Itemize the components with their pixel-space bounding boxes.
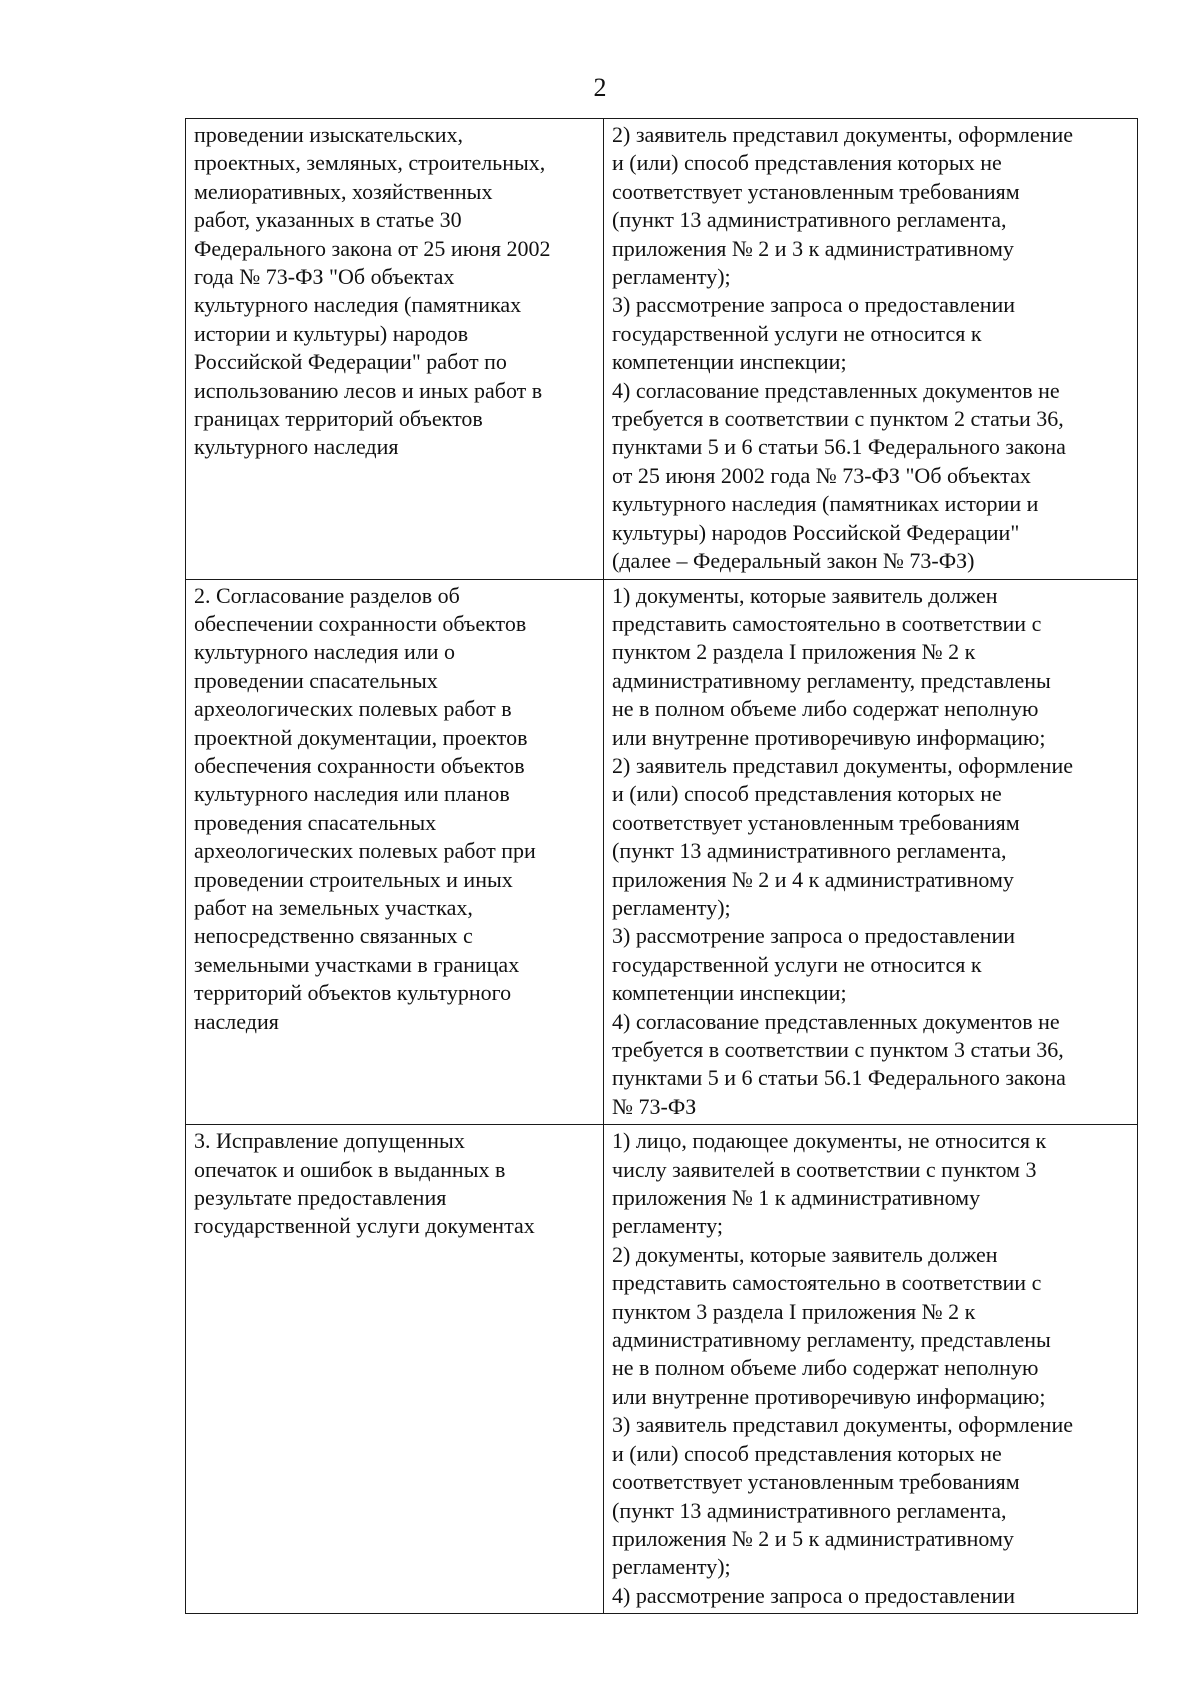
text-line: использованию лесов и иных работ в bbox=[194, 377, 543, 403]
text-line: проведении изыскательских, bbox=[194, 122, 463, 147]
text-line: от 25 июня 2002 года № 73-ФЗ "Об объектах bbox=[612, 462, 1031, 488]
text-line: соответствует установленным требованиям bbox=[612, 1469, 1020, 1495]
text-line: наследия bbox=[194, 1008, 279, 1034]
text-line: 2) заявитель представил документы, оформление bbox=[612, 122, 1073, 147]
text-line: регламенту); bbox=[612, 1554, 731, 1580]
text-line: проведения спасательных bbox=[194, 809, 437, 835]
text-line: работ, указанных в статье 30 bbox=[194, 207, 462, 233]
text-line: земельными участками в границах bbox=[194, 951, 520, 977]
text-line: культурного наследия (памятниках bbox=[194, 292, 522, 318]
text-line: проектной документации, проектов bbox=[194, 724, 528, 750]
text-line: 1) документы, которые заявитель должен bbox=[612, 582, 998, 608]
text-line: № 73-ФЗ bbox=[612, 1093, 697, 1119]
text-line: 2) заявитель представил документы, оформление bbox=[612, 752, 1073, 778]
text-line: 2) документы, которые заявитель должен bbox=[612, 1241, 998, 1267]
service-name-cell bbox=[186, 119, 604, 580]
text-line: пунктом 2 раздела I приложения № 2 к bbox=[612, 639, 976, 665]
text-line: не в полном объеме либо содержат неполную bbox=[612, 696, 1039, 722]
text-line: 3. Исправление допущенных bbox=[194, 1128, 465, 1154]
text-line: (пункт 13 административного регламента, bbox=[612, 838, 1007, 864]
text-line: результате предоставления bbox=[194, 1185, 447, 1211]
text-line: 4) рассмотрение запроса о предоставлении bbox=[612, 1582, 1016, 1608]
text-line: приложения № 1 к административному bbox=[612, 1185, 981, 1211]
text-line: соответствует установленным требованиям bbox=[612, 178, 1020, 204]
text-line: границах территорий объектов bbox=[194, 406, 483, 432]
text-line: регламенту; bbox=[612, 1213, 724, 1239]
text-line: требуется в соответствии с пунктом 3 статьи 36, bbox=[612, 1037, 1064, 1062]
service-name-cell bbox=[186, 579, 604, 1125]
text-line: культурного наследия или о bbox=[194, 639, 456, 665]
text-line: регламенту); bbox=[612, 894, 731, 920]
text-line: приложения № 2 и 3 к административному bbox=[612, 235, 1014, 261]
service-name-cell bbox=[186, 1125, 604, 1614]
grounds-cell bbox=[604, 579, 1138, 1125]
text-line: требуется в соответствии с пунктом 2 статьи 36, bbox=[612, 406, 1064, 432]
text-line: обеспечения сохранности объектов bbox=[194, 752, 525, 778]
page-number: 2 bbox=[593, 73, 607, 102]
text-line: истории и культуры) народов bbox=[194, 320, 469, 346]
text-line: Федерального закона от 25 июня 2002 bbox=[194, 235, 551, 261]
text-line: территорий объектов культурного bbox=[194, 980, 512, 1006]
text-line: культуры) народов Российской Федерации" bbox=[612, 519, 1020, 545]
text-line: государственной услуги не относится к bbox=[612, 951, 982, 977]
grounds-cell bbox=[604, 1125, 1138, 1614]
text-line: государственной услуги документах bbox=[194, 1213, 535, 1239]
text-line: государственной услуги не относится к bbox=[612, 320, 982, 346]
text-line: непосредственно связанных с bbox=[194, 923, 473, 949]
text-line: 3) заявитель представил документы, оформление bbox=[612, 1412, 1073, 1438]
text-line: пунктами 5 и 6 статьи 56.1 Федерального закона bbox=[612, 1065, 1066, 1091]
text-line: представить самостоятельно в соответствии с bbox=[612, 1270, 1042, 1296]
text-line: административному регламенту, представлены bbox=[612, 1327, 1051, 1353]
text-line: и (или) способ представления которых не bbox=[612, 150, 1002, 176]
text-line: проведении спасательных bbox=[194, 667, 438, 693]
text-line: опечаток и ошибок в выданных в bbox=[194, 1156, 506, 1182]
text-line: работ на земельных участках, bbox=[194, 894, 473, 920]
text-line: (пункт 13 административного регламента, bbox=[612, 1497, 1007, 1523]
grounds-table-body bbox=[186, 119, 1138, 1614]
text-line: (далее – Федеральный закон № 73-ФЗ) bbox=[612, 548, 975, 574]
text-line: проведении строительных и иных bbox=[194, 866, 513, 892]
text-line: представить самостоятельно в соответствии с bbox=[612, 610, 1042, 636]
text-line: Российской Федерации" работ по bbox=[194, 349, 507, 375]
table-row bbox=[186, 119, 1138, 580]
text-line: года № 73-ФЗ "Об объектах bbox=[194, 264, 455, 290]
table-row bbox=[186, 1125, 1138, 1614]
grounds-table bbox=[185, 118, 1138, 1614]
text-line: не в полном объеме либо содержат неполную bbox=[612, 1355, 1039, 1381]
text-line: регламенту); bbox=[612, 264, 731, 290]
text-line: приложения № 2 и 4 к административному bbox=[612, 866, 1014, 892]
text-line: 2. Согласование разделов об bbox=[194, 582, 460, 608]
text-line: компетенции инспекции; bbox=[612, 980, 847, 1006]
text-line: пунктами 5 и 6 статьи 56.1 Федерального закона bbox=[612, 434, 1066, 460]
text-line: приложения № 2 и 5 к административному bbox=[612, 1525, 1014, 1551]
text-line: (пункт 13 административного регламента, bbox=[612, 207, 1007, 233]
text-line: числу заявителей в соответствии с пунктом 3 bbox=[612, 1156, 1037, 1182]
text-line: административному регламенту, представлены bbox=[612, 667, 1051, 693]
table-row bbox=[186, 579, 1138, 1125]
text-line: 1) лицо, подающее документы, не относится к bbox=[612, 1128, 1047, 1154]
text-line: и (или) способ представления которых не bbox=[612, 1440, 1002, 1466]
text-line: 4) согласование представленных документов не bbox=[612, 1008, 1060, 1034]
text-line: или внутренне противоречивую информацию; bbox=[612, 1383, 1046, 1409]
text-line: мелиоративных, хозяйственных bbox=[194, 178, 493, 204]
text-line: археологических полевых работ при bbox=[194, 838, 536, 864]
text-line: культурного наследия (памятниках истории и bbox=[612, 491, 1039, 517]
text-line: археологических полевых работ в bbox=[194, 696, 512, 722]
text-line: или внутренне противоречивую информацию; bbox=[612, 724, 1046, 750]
text-line: и (или) способ представления которых не bbox=[612, 781, 1002, 807]
text-line: культурного наследия или планов bbox=[194, 781, 510, 807]
text-line: 3) рассмотрение запроса о предоставлении bbox=[612, 923, 1016, 949]
text-line: проектных, земляных, строительных, bbox=[194, 150, 546, 176]
text-line: пунктом 3 раздела I приложения № 2 к bbox=[612, 1298, 976, 1324]
text-line: компетенции инспекции; bbox=[612, 349, 847, 375]
grounds-cell bbox=[604, 119, 1138, 580]
text-line: культурного наследия bbox=[194, 434, 399, 460]
text-line: соответствует установленным требованиям bbox=[612, 809, 1020, 835]
text-line: 3) рассмотрение запроса о предоставлении bbox=[612, 292, 1016, 318]
text-line: 4) согласование представленных документов не bbox=[612, 377, 1060, 403]
text-line: обеспечении сохранности объектов bbox=[194, 610, 527, 636]
